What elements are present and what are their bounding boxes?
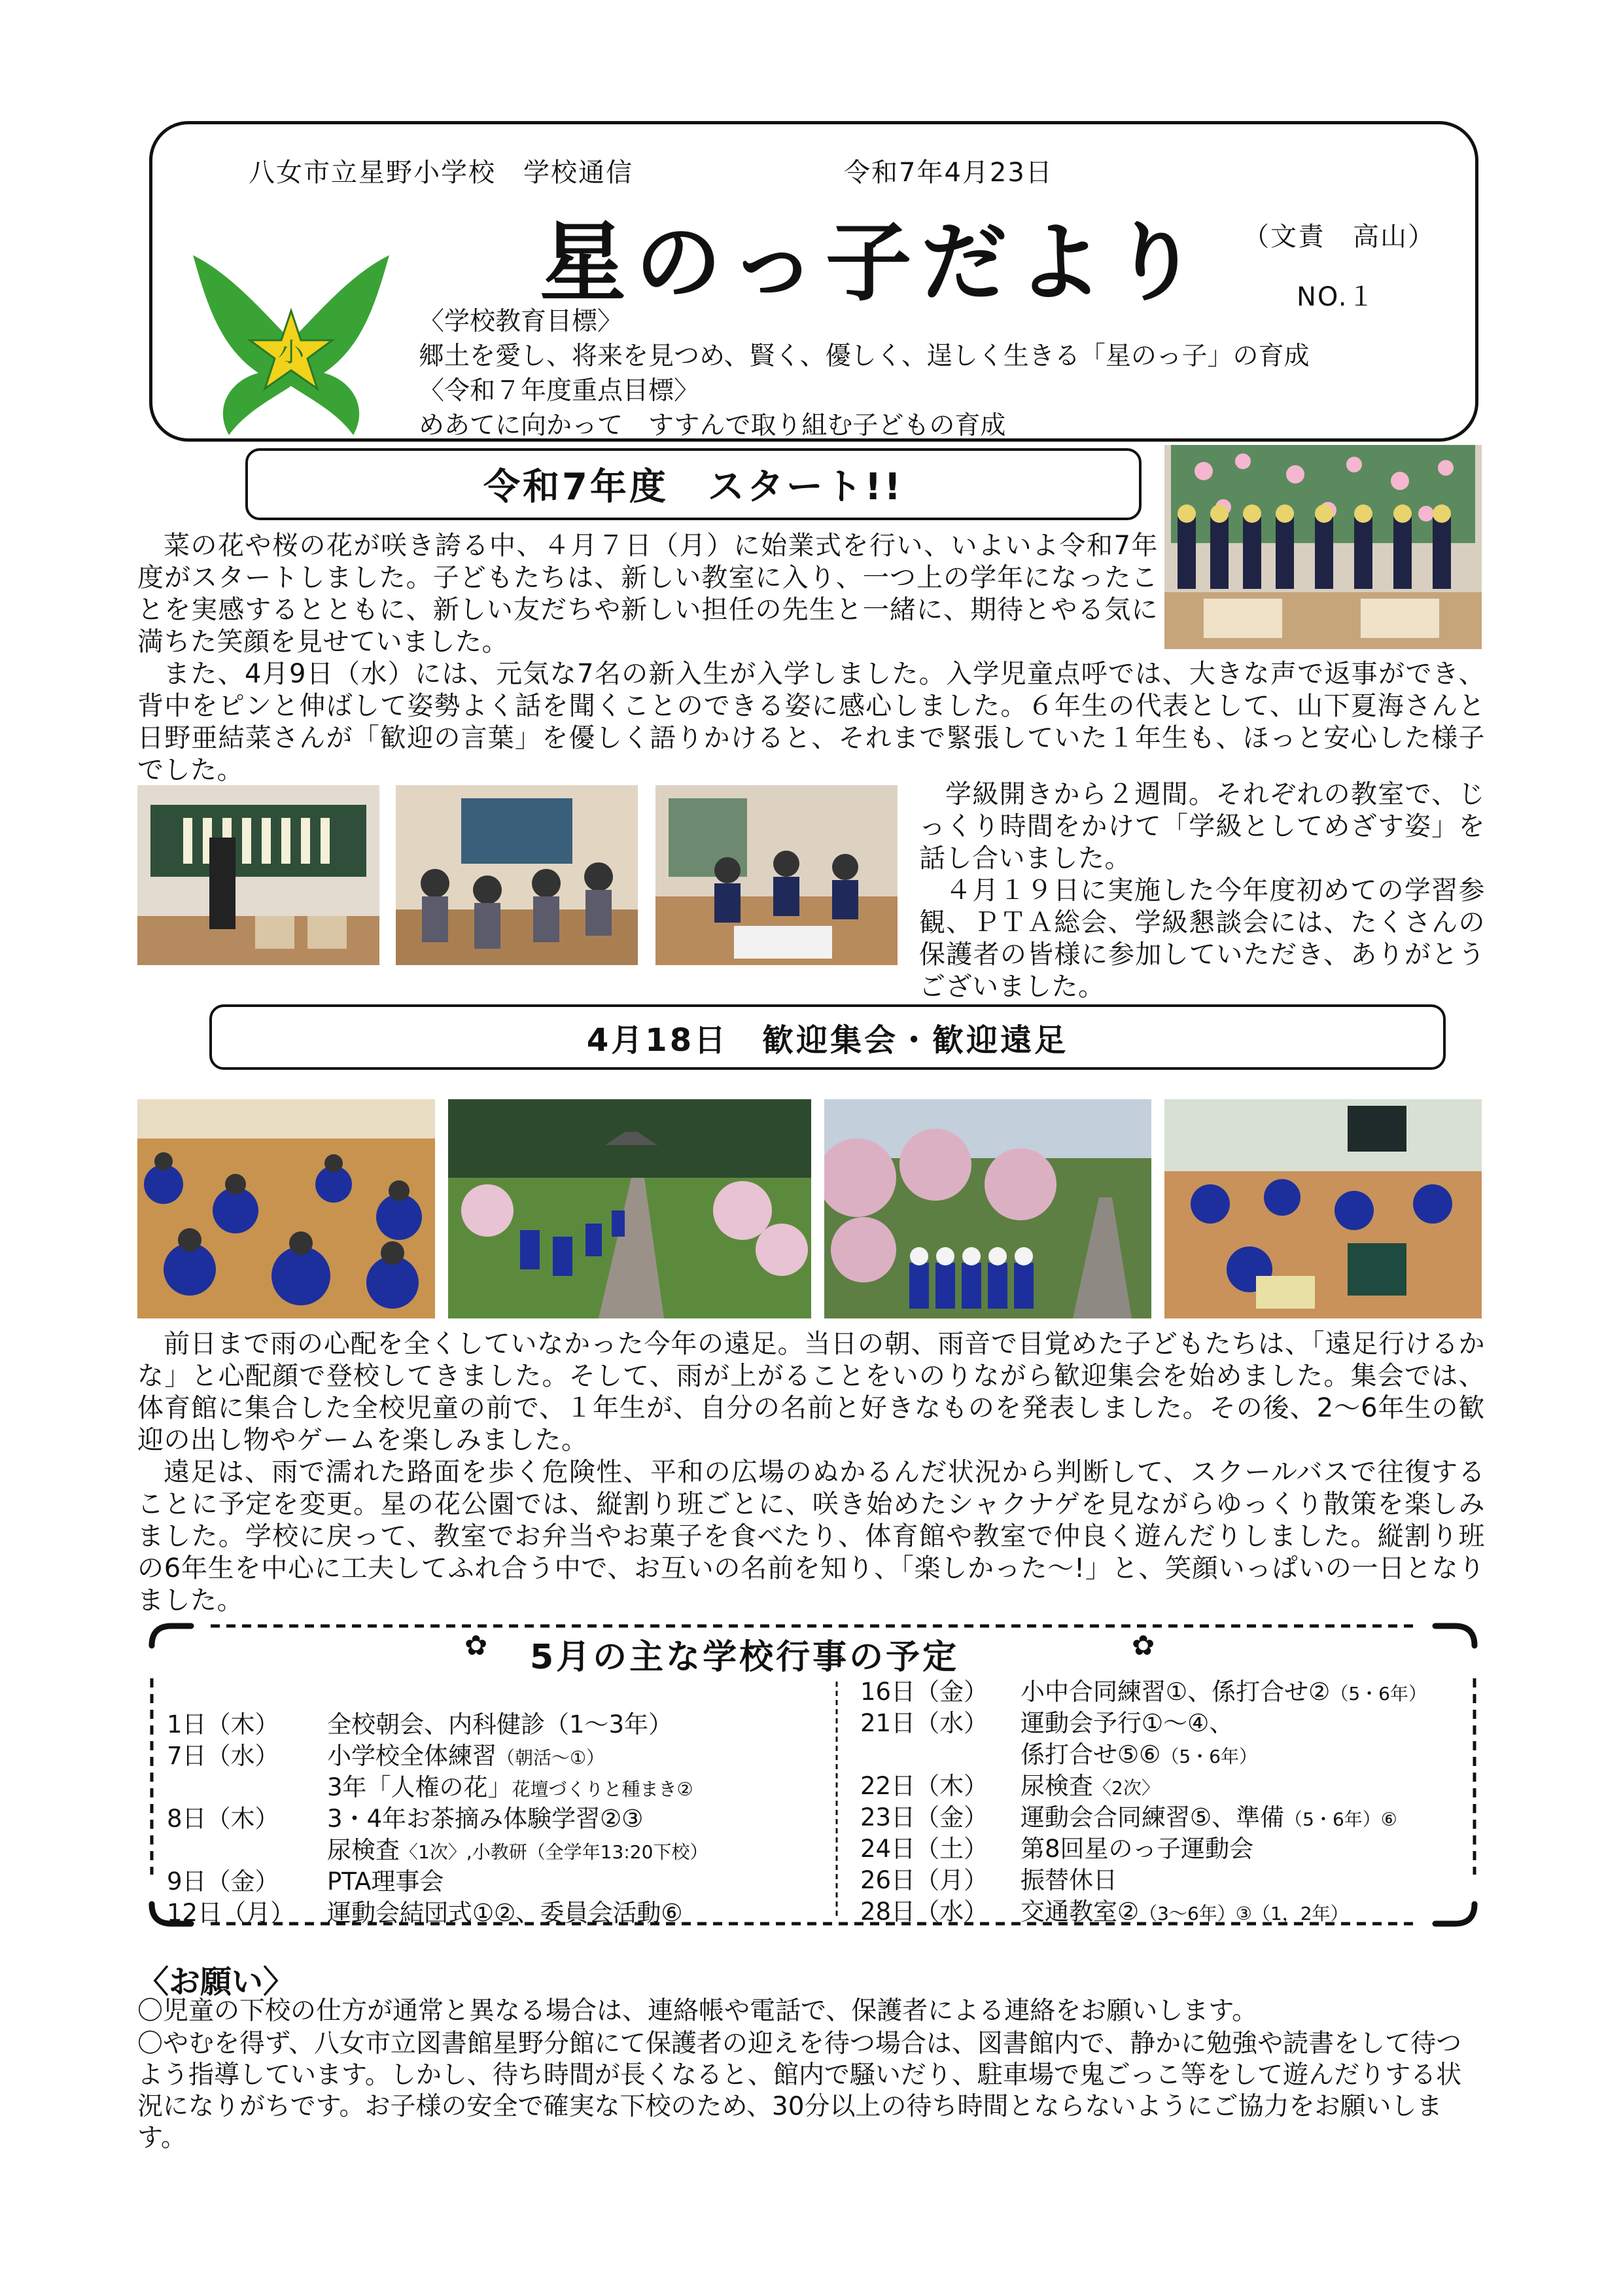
issue-date: 令和7年4月23日 <box>844 158 1053 188</box>
schedule-row <box>860 1735 1257 1770</box>
schedule-row <box>860 1672 1427 1707</box>
schedule-event: 運動会合同練習⑤、準備 <box>1021 1803 1285 1831</box>
notice-item-1: 〇児童の下校の仕方が通常と異なる場合は、連絡帳や電話で、保護者による連絡をお願いします。 <box>137 1996 1258 2026</box>
schedule-row <box>860 1766 1160 1801</box>
schedule-event: 全校朝会、内科健診（1～3年） <box>327 1710 673 1739</box>
photo-classroom-play <box>1164 1099 1482 1318</box>
flower-icon-right: ✿ <box>1132 1629 1155 1661</box>
schedule-day: 9日（金） <box>167 1867 279 1896</box>
schedule-day: 16日（金） <box>860 1678 988 1706</box>
schedule-row <box>167 1767 693 1803</box>
schedule-row <box>167 1704 672 1740</box>
schedule-event: PTA理事会 <box>327 1867 444 1896</box>
schedule-event: 第8回星のっ子運動会 <box>1021 1835 1254 1863</box>
schedule-row <box>167 1799 643 1834</box>
schedule-note: （3～6年）③（1，2年） <box>1139 1903 1349 1924</box>
photo-park-walk <box>448 1099 811 1318</box>
schedule-event: 尿検査 <box>327 1836 400 1864</box>
schedule-day: 28日（水） <box>860 1898 988 1926</box>
photo-classroom-1 <box>137 785 379 965</box>
schedule-day: 26日（月） <box>860 1866 988 1894</box>
schedule-row <box>860 1860 1117 1896</box>
schedule-row <box>167 1736 604 1771</box>
schedule-day: 12日（月） <box>167 1899 295 1927</box>
section2-paragraph-1: 前日まで雨の心配を全くしていなかった今年の遠足。当日の朝、雨音で目覚めた子どもたちは、「遠足行けるかな」と心配顔で登校してきました。そして、雨が上がることをいのりながら歓迎集会を始めました。集会では、体育館に集合した全校児童の前で、１年生が、自分の名前と好きなものを発表しました。その後、2～6年生の歓迎の出し物やゲームを楽しみました。 <box>137 1329 1485 1455</box>
section2-body <box>137 1328 1485 1617</box>
svg-text:小: 小 <box>278 338 304 368</box>
photo-rhododendron-group <box>824 1099 1151 1318</box>
schedule-row <box>167 1830 708 1865</box>
schedule-event: 交通教室② <box>1021 1898 1140 1926</box>
schedule-event: 3年「人権の花」 <box>327 1773 512 1801</box>
schedule-day: 1日（木） <box>167 1710 279 1739</box>
schedule-note: 〈1次〉,小教研（全学年13:20下校） <box>400 1841 708 1863</box>
schedule-row <box>860 1829 1253 1864</box>
flower-icon-left: ✿ <box>464 1629 488 1661</box>
schedule-title: 5月の主な学校行事の予定 <box>530 1638 960 1677</box>
school-emblem-icon <box>193 249 389 438</box>
photo-classroom-3 <box>655 785 898 965</box>
schedule-day: 7日（水） <box>167 1742 279 1770</box>
schedule-day: 22日（木） <box>860 1772 988 1800</box>
schedule-right-column <box>860 1672 1482 1927</box>
focus-heading: 〈令和７年度重点目標〉 <box>419 376 700 406</box>
schedule-event: 振替休日 <box>1021 1866 1117 1894</box>
section1-title: 令和7年度 スタート!! <box>245 448 1142 520</box>
schedule-event: 3・4年お茶摘み体験学習②③ <box>327 1805 644 1833</box>
schedule-row <box>860 1703 1233 1739</box>
schedule-row <box>167 1893 683 1928</box>
schedule-day: 21日（水） <box>860 1709 988 1737</box>
section1-body <box>137 530 1485 786</box>
schedule-note: 〈2次〉 <box>1093 1777 1160 1799</box>
schedule-row <box>860 1797 1397 1833</box>
section1-paragraph-1: 菜の花や桜の花が咲き誇る中、４月７日（月）に始業式を行い、いよいよ令和7年度がスタートしました。子どもたちは、新しい教室に入り、一つ上の学年になったことを実感するとともに、新しい友だちや新しい担任の先生と一緒に、期待とやる気に満ちた笑顔を見せていました。 <box>137 531 1158 657</box>
section1-paragraph-3: 学級開きから２週間。それぞれの教室で、じっくり時間をかけて「学級としてめざす姿」を話し合いました。 <box>919 779 1485 874</box>
goal-text: 郷土を愛し、将来を見つめ、賢く、優しく、逞しく生きる「星のっ子」の育成 <box>419 342 1310 371</box>
schedule-note: （5・6年） <box>1330 1683 1427 1704</box>
schedule-note: （5・6年） <box>1161 1746 1257 1767</box>
section1-paragraph-2: また、4月9日（水）には、元気な7名の新入生が入学しました。入学児童点呼では、大きな声で返事ができ、背中をピンと伸ばして姿勢よく話を聞くことのできる姿に感心しました。６年生の代表として、山下夏海さんと日野亜結菜さんが「歓迎の言葉」を優しく語りかけると、それまで緊張していた１年生も、ほっと安心した様子でした。 <box>137 659 1485 785</box>
schedule-note: 花壇づくりと種まき② <box>512 1778 693 1800</box>
schedule-event: 小学校全体練習 <box>327 1742 497 1770</box>
school-name: 八女市立星野小学校 学校通信 <box>249 158 633 188</box>
schedule-left-column <box>167 1704 834 1927</box>
photo-classroom-2 <box>396 785 638 965</box>
newsletter-title: 星のっ子だより <box>540 212 1208 313</box>
schedule-day: 8日（木） <box>167 1805 279 1833</box>
schedule-event: 係打合せ⑤⑥ <box>1021 1740 1161 1769</box>
schedule-day: 23日（金） <box>860 1803 988 1831</box>
section2-paragraph-2: 遠足は、雨で濡れた路面を歩く危険性、平和の広場のぬかるんだ状況から判断して、スクールバスで往復することに予定を変更。星の花公園では、縦割り班ごとに、咲き始めたシャクナゲを見ながらゆっくり散策を楽しみました。学校に戻って、教室でお弁当やお菓子を食べたり、体育館や教室で仲良く遊んだりしました。縦割り班の6年生を中心に工夫してふれ合う中で、お互いの名前を知り、「楽しかった～!」と、笑顔いっぱいの一日となりました。 <box>137 1457 1485 1616</box>
schedule-event: 運動会結団式①②、委員会活動⑥ <box>327 1899 683 1927</box>
schedule-day: 24日（土） <box>860 1835 988 1863</box>
goal-heading: 〈学校教育目標〉 <box>419 307 623 336</box>
notice-item-2: 〇やむを得ず、八女市立図書館星野分館にて保護者の迎えを待つ場合は、図書館内で、静かに勉強や読書をして待つよう指導しています。しかし、待ち時間が長くなると、館内で騒いだり、駐車場で鬼ごっこ等をして遊んだりする状況になりがちです。お子様の安全で確実な下校のため、30分以上の待ち時間とならないようにご協力をお願いします。 <box>137 2029 1462 2153</box>
photo-gym-assembly <box>137 1099 435 1318</box>
schedule-row <box>860 1892 1349 1927</box>
schedule-note: （5・6年）⑥ <box>1284 1809 1397 1830</box>
section1-paragraph-4: ４月１９日に実施した今年度初めての学習参観、ＰＴＡ総会、学級懇談会には、たくさんの保護者の皆様に参加していただき、ありがとうございました。 <box>919 875 1485 1002</box>
issue-number: NO.１ <box>1297 282 1376 312</box>
schedule-note: （朝活～①） <box>497 1747 605 1769</box>
section2-title: 4月18日 歓迎集会・歓迎遠足 <box>209 1004 1446 1070</box>
focus-text: めあてに向かって すすんで取り組む子どもの育成 <box>419 411 1006 440</box>
author: （文責 高山） <box>1243 222 1435 252</box>
schedule-event: 小中合同練習①、係打合せ② <box>1021 1678 1331 1706</box>
notice-heading: 〈お願い〉 <box>137 1964 295 2000</box>
schedule-row <box>167 1862 444 1897</box>
schedule-event: 運動会予行①～④、 <box>1021 1709 1234 1737</box>
section1-side-text <box>919 779 1485 1003</box>
schedule-event: 尿検査 <box>1021 1772 1093 1800</box>
